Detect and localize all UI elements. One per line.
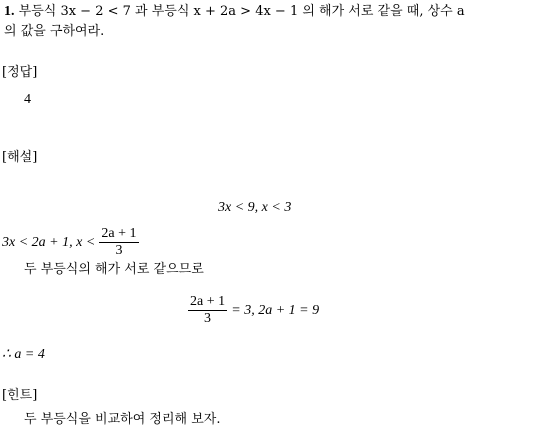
problem-text-line-1: 부등식 3x − 2 < 7 과 부등식 x + 2a > 4x − 1 의 해가 서로 같을 때, 상수 a bbox=[18, 4, 465, 19]
solution-equation-2-left: 3x < 2a + 1, x < bbox=[2, 235, 96, 250]
solution-equation-3 bbox=[188, 294, 319, 327]
fraction-denominator: 3 bbox=[115, 243, 123, 258]
solution-equation-3-fraction bbox=[188, 294, 227, 327]
problem-number: 1. bbox=[4, 4, 15, 19]
problem-text-line-2: 의 값을 구하여라. bbox=[4, 24, 105, 39]
fraction-numerator: 2a + 1 bbox=[101, 226, 137, 241]
solution-equation-1: 3x < 9, x < 3 bbox=[218, 200, 292, 215]
answer-value: 4 bbox=[24, 92, 31, 107]
solution-heading: [해설] bbox=[2, 150, 38, 165]
hint-heading: [힌트] bbox=[2, 388, 38, 403]
hint-text: 두 부등식을 비교하여 정리해 보자. bbox=[24, 412, 221, 427]
problem-line-1 bbox=[4, 4, 465, 20]
solution-text-1: 두 부등식의 해가 서로 같으므로 bbox=[24, 262, 204, 277]
answer-heading: [정답] bbox=[2, 65, 38, 80]
solution-equation-2-fraction bbox=[99, 226, 138, 259]
solution-equation-2 bbox=[2, 226, 139, 259]
fraction-numerator: 2a + 1 bbox=[190, 294, 226, 309]
solution-conclusion: ∴ a = 4 bbox=[2, 347, 45, 362]
solution-equation-3-right: = 3, 2a + 1 = 9 bbox=[231, 303, 320, 318]
fraction-denominator: 3 bbox=[204, 311, 212, 326]
problem-line-2 bbox=[4, 24, 104, 40]
